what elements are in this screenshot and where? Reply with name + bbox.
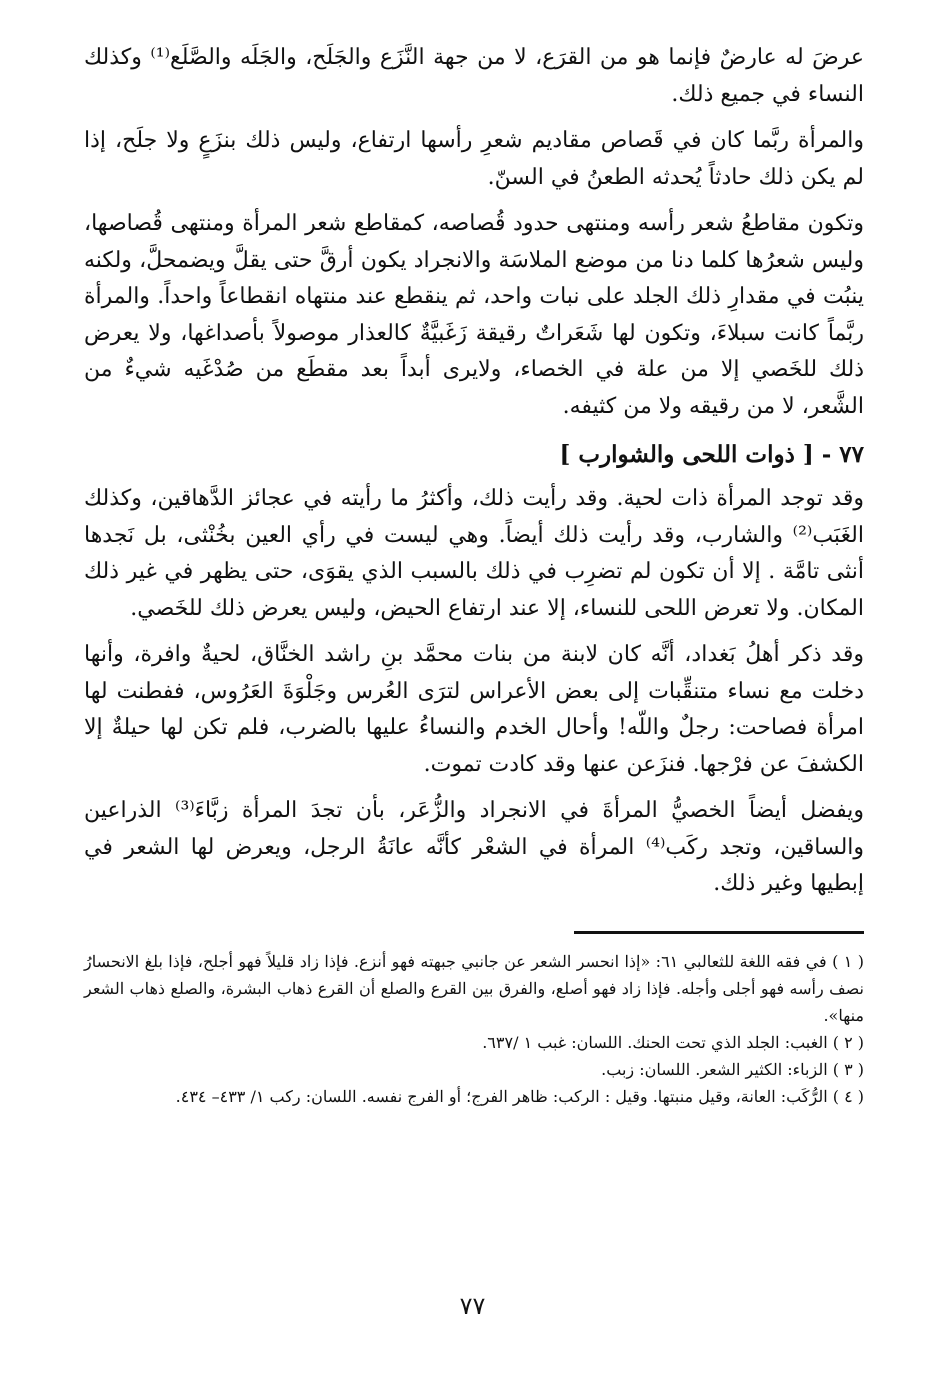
paragraph-3: وتكون مقاطعُ شعر رأسه ومنتهى حدود قُصاصه، كمقاطع شعر المرأة ومنتهى قُصاصها، وليس شعرُها كلما دنا من موضع الملاسَة والانجراد يكون أرقَّ حتى يقلَّ ويضمحلَّ، ولكنه ينبُت في مقدارِ ذلك الجلد على نبات واحد، ثم ينقطع عند منتهاه انقطاعاً واحداً. والمرأة ربَّماً كانت سبلاءَ، وتكون لها شَعَراتٌ رقيقة زَغَبيَّةٌ كالعذار موصولاً بأصداغها، ولا يعرض ذلك للخَصي إلا من علة في الخصاء، ولايرى أبداً بعد مقطَع من صُدْغَيه شيءٌ من الشَّعر، لا من رقيقه ولا من كثيفه.	[84, 211, 864, 419]
footnote-separator	[574, 931, 864, 934]
paragraph-6: ويفضل أيضاً الخصيُّ المرأةَ في الانجراد والزُّعَر، بأن تجدَ المرأة زبَّاءَ⁽³⁾ الذراعين والساقين، وتجد ركَب⁽⁴⁾ المرأة في الشعْر كأنَّه عانَةُ الرجل، ويعرض لها الشعر في إبطيها وغير ذلك.	[84, 798, 865, 896]
footnote-4: ( ٤ ) الرُّكَب: العانة، وقيل منبتها. وقيل : الركب: ظاهر الفرج؛ أو الفرج نفسه. اللسان: ركب ١/ ٤٣٣– ٤٣٤.	[175, 1086, 864, 1106]
paragraph-5: وقد ذكر أهلُ بَغداد، أنَّه كان لابنة من بنات محمَّد بنِ راشد الخنَّاق، لحيةٌ وافرة، وأنها دخلت مع نساء متنقِّبات إلى بعض الأعراس لترَى العُرس وجَلْوَةَ العَرُوس، ففطنت لها امرأة فصاحت: رجلٌ واللّه! وأحال الخدم والنساءُ عليها بالضرب، فلم تكن لها حيلةٌ إلا الكشفَ عن فرْجها. فنزَعن عنها وقد كادت تموت.	[84, 642, 864, 777]
paragraph-1: عرضَ له عارضٌ فإنما هو من القرَع، لا من جهة النَّزَع والجَلَح، والجَلَه والصَّلَع⁽¹⁾ وكذلك النساء في جميع ذلك.	[84, 45, 864, 107]
book-page	[84, 40, 864, 1110]
paragraph-2: والمرأة ربَّما كان في قَصاص مقاديم شعرِ رأسها ارتفاع، وليس ذلك بنزَعٍ ولا جلَح، إذا لم يكن ذلك حادثاً يُحدثه الطعنُ في السنّ.	[84, 128, 864, 190]
footnotes	[84, 948, 864, 1110]
footnote-1: ( ١ ) في فقه اللغة للثعالبي ٦١: «إذا انحسر الشعر عن جانبي جبهته فهو أنزع. فإذا زاد قليلاً فهو أجلح، فإذا بلغ الانحسارُ نصف رأسه فهو أجلى وأجله. فإذا زاد فهو أصلع، والفرق بين القرع والصلع أن القرع ذهاب البشرة، والصلع ذهاب الشعر منها».	[84, 951, 865, 1025]
paragraph-4: وقد توجد المرأة ذات لحية. وقد رأيت ذلك، وأكثرُ ما رأيته في عجائز الدَّهاقين، وكذلك الغَبَب⁽²⁾ والشارب، وقد رأيت ذلك أيضاً. وهي ليست في رأي العين بخُنْثى، بل نَجدها أنثى تامَّة . إلا أن تكون لم تضرِب في ذلك بالسبب الذي يقوَى، حتى يظهر في غير ذلك المكان. ولا تعرض اللحى للنساء، إلا عند ارتفاع الحيض، وليس يعرض ذلك للخَصي.	[84, 486, 864, 621]
footnote-3: ( ٣ ) الزباء: الكثير الشعر. اللسان: زبب.	[601, 1059, 864, 1079]
section-heading: ٧٧ - [ ذوات اللحى والشوارب ]	[559, 441, 864, 468]
page-number: ٧٧	[459, 1292, 486, 1320]
footnote-2: ( ٢ ) الغبب: الجلد الذي تحت الحنك. اللسان: غبب ١ /٦٣٧.	[482, 1032, 864, 1052]
